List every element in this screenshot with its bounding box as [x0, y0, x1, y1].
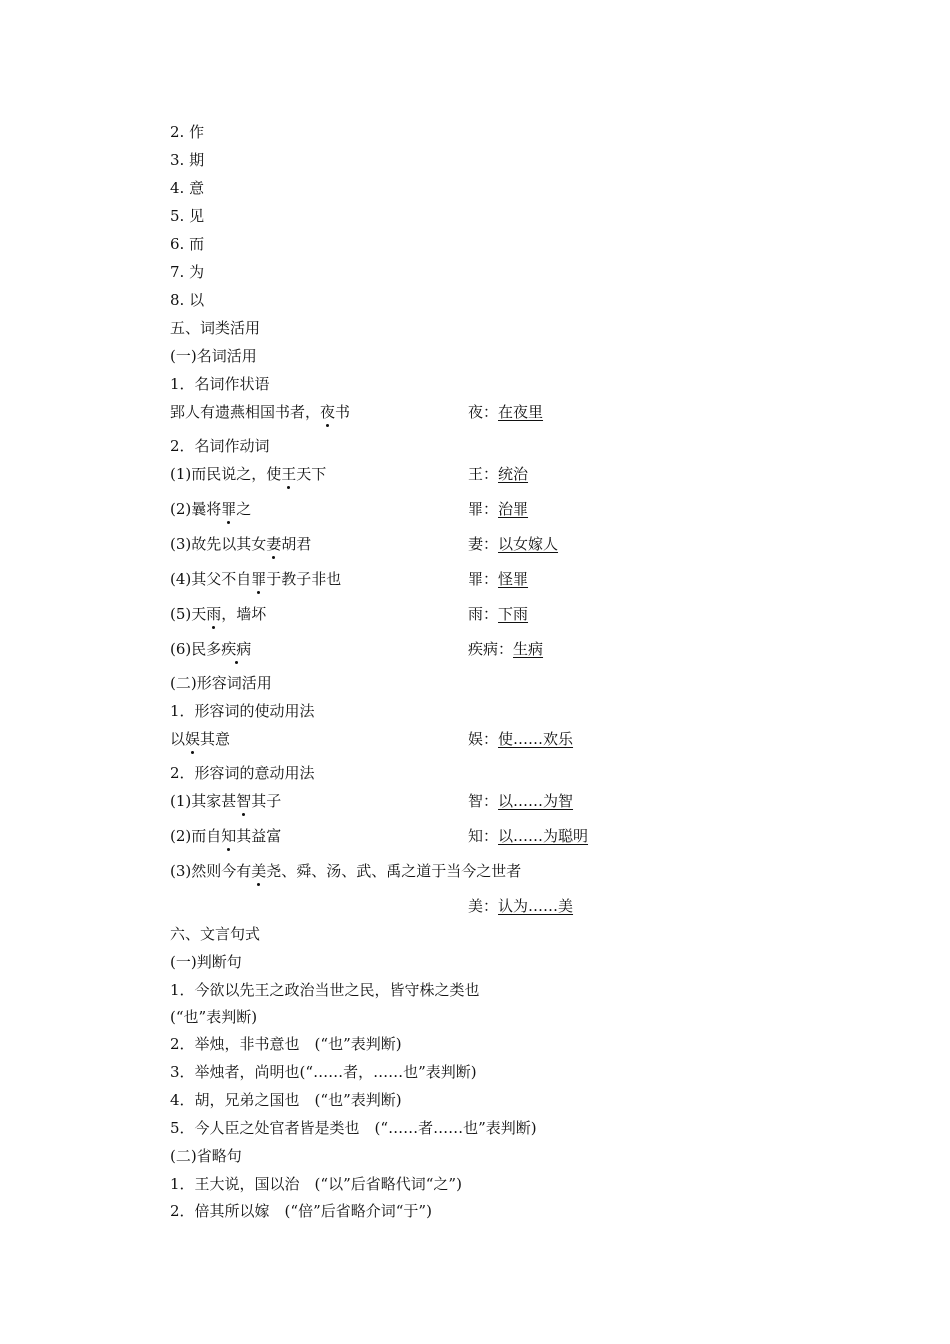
subsection-heading: (二)形容词活用	[170, 674, 272, 692]
example-sentence: (6)民多疾病	[170, 640, 252, 658]
list-item: 5. 见	[170, 207, 205, 225]
list-item: 3. 期	[170, 151, 205, 169]
gloss: 美：认为……美	[468, 897, 574, 915]
list-item: 1．王大说，国以治 (“以”后省略代词“之”)	[170, 1175, 462, 1193]
gloss: 雨：下雨	[468, 605, 529, 623]
gloss: 娱：使……欢乐	[468, 730, 574, 748]
subsection-heading: (一)判断句	[170, 953, 242, 971]
gloss: 王：统治	[468, 465, 529, 483]
section-heading: 五、词类活用	[170, 319, 261, 337]
item-heading: 2．形容词的意动用法	[170, 764, 315, 782]
list-item: 2．倍其所以嫁 (“倍”后省略介词“于”)	[170, 1202, 432, 1220]
example-sentence: (3)故先以其女妻胡君	[170, 535, 312, 553]
list-item: 2．举烛，非书意也 (“也”表判断)	[170, 1035, 402, 1053]
gloss: 智：以……为智	[468, 792, 574, 810]
gloss: 知：以……为聪明	[468, 827, 589, 845]
example-sentence: (1)其家甚智其子	[170, 792, 282, 810]
gloss: 疾病：生病	[468, 640, 544, 658]
section-heading: 六、文言句式	[170, 925, 261, 943]
example-sentence: (2)而自知其益富	[170, 827, 282, 845]
item-heading: 2．名词作动词	[170, 437, 270, 455]
example-sentence: (1)而民说之，使王天下	[170, 465, 327, 483]
gloss: 罪：怪罪	[468, 570, 529, 588]
gloss: 夜：在夜里	[468, 403, 544, 421]
item-heading: 1．名词作状语	[170, 375, 270, 393]
list-item: 2. 作	[170, 123, 205, 141]
list-item: 1．今欲以先王之政治当世之民，皆守株之类也	[170, 981, 480, 999]
list-item: 6. 而	[170, 235, 205, 253]
list-item: 5．今人臣之处官者皆是类也 (“……者……也”表判断)	[170, 1119, 537, 1137]
gloss: 妻：以女嫁人	[468, 535, 559, 553]
item-heading: 1．形容词的使动用法	[170, 702, 315, 720]
example-sentence: (4)其父不自罪于教子非也	[170, 570, 342, 588]
example-sentence: (2)曩将罪之	[170, 500, 252, 518]
example-sentence: 郢人有遗燕相国书者，夜书	[170, 403, 351, 421]
subsection-heading: (二)省略句	[170, 1147, 242, 1165]
list-item: (“也”表判断)	[170, 1008, 258, 1026]
list-item: 4. 意	[170, 179, 205, 197]
list-item: 3．举烛者，尚明也(“……者，……也”表判断)	[170, 1063, 477, 1081]
example-sentence: (3)然则今有美尧、舜、汤、武、禹之道于当今之世者	[170, 862, 522, 880]
list-item: 8. 以	[170, 291, 205, 309]
subsection-heading: (一)名词活用	[170, 347, 257, 365]
list-item: 7. 为	[170, 263, 205, 281]
list-item: 4．胡，兄弟之国也 (“也”表判断)	[170, 1091, 402, 1109]
example-sentence: 以娱其意	[170, 730, 231, 748]
example-sentence: (5)天雨，墙坏	[170, 605, 267, 623]
gloss: 罪：治罪	[468, 500, 529, 518]
